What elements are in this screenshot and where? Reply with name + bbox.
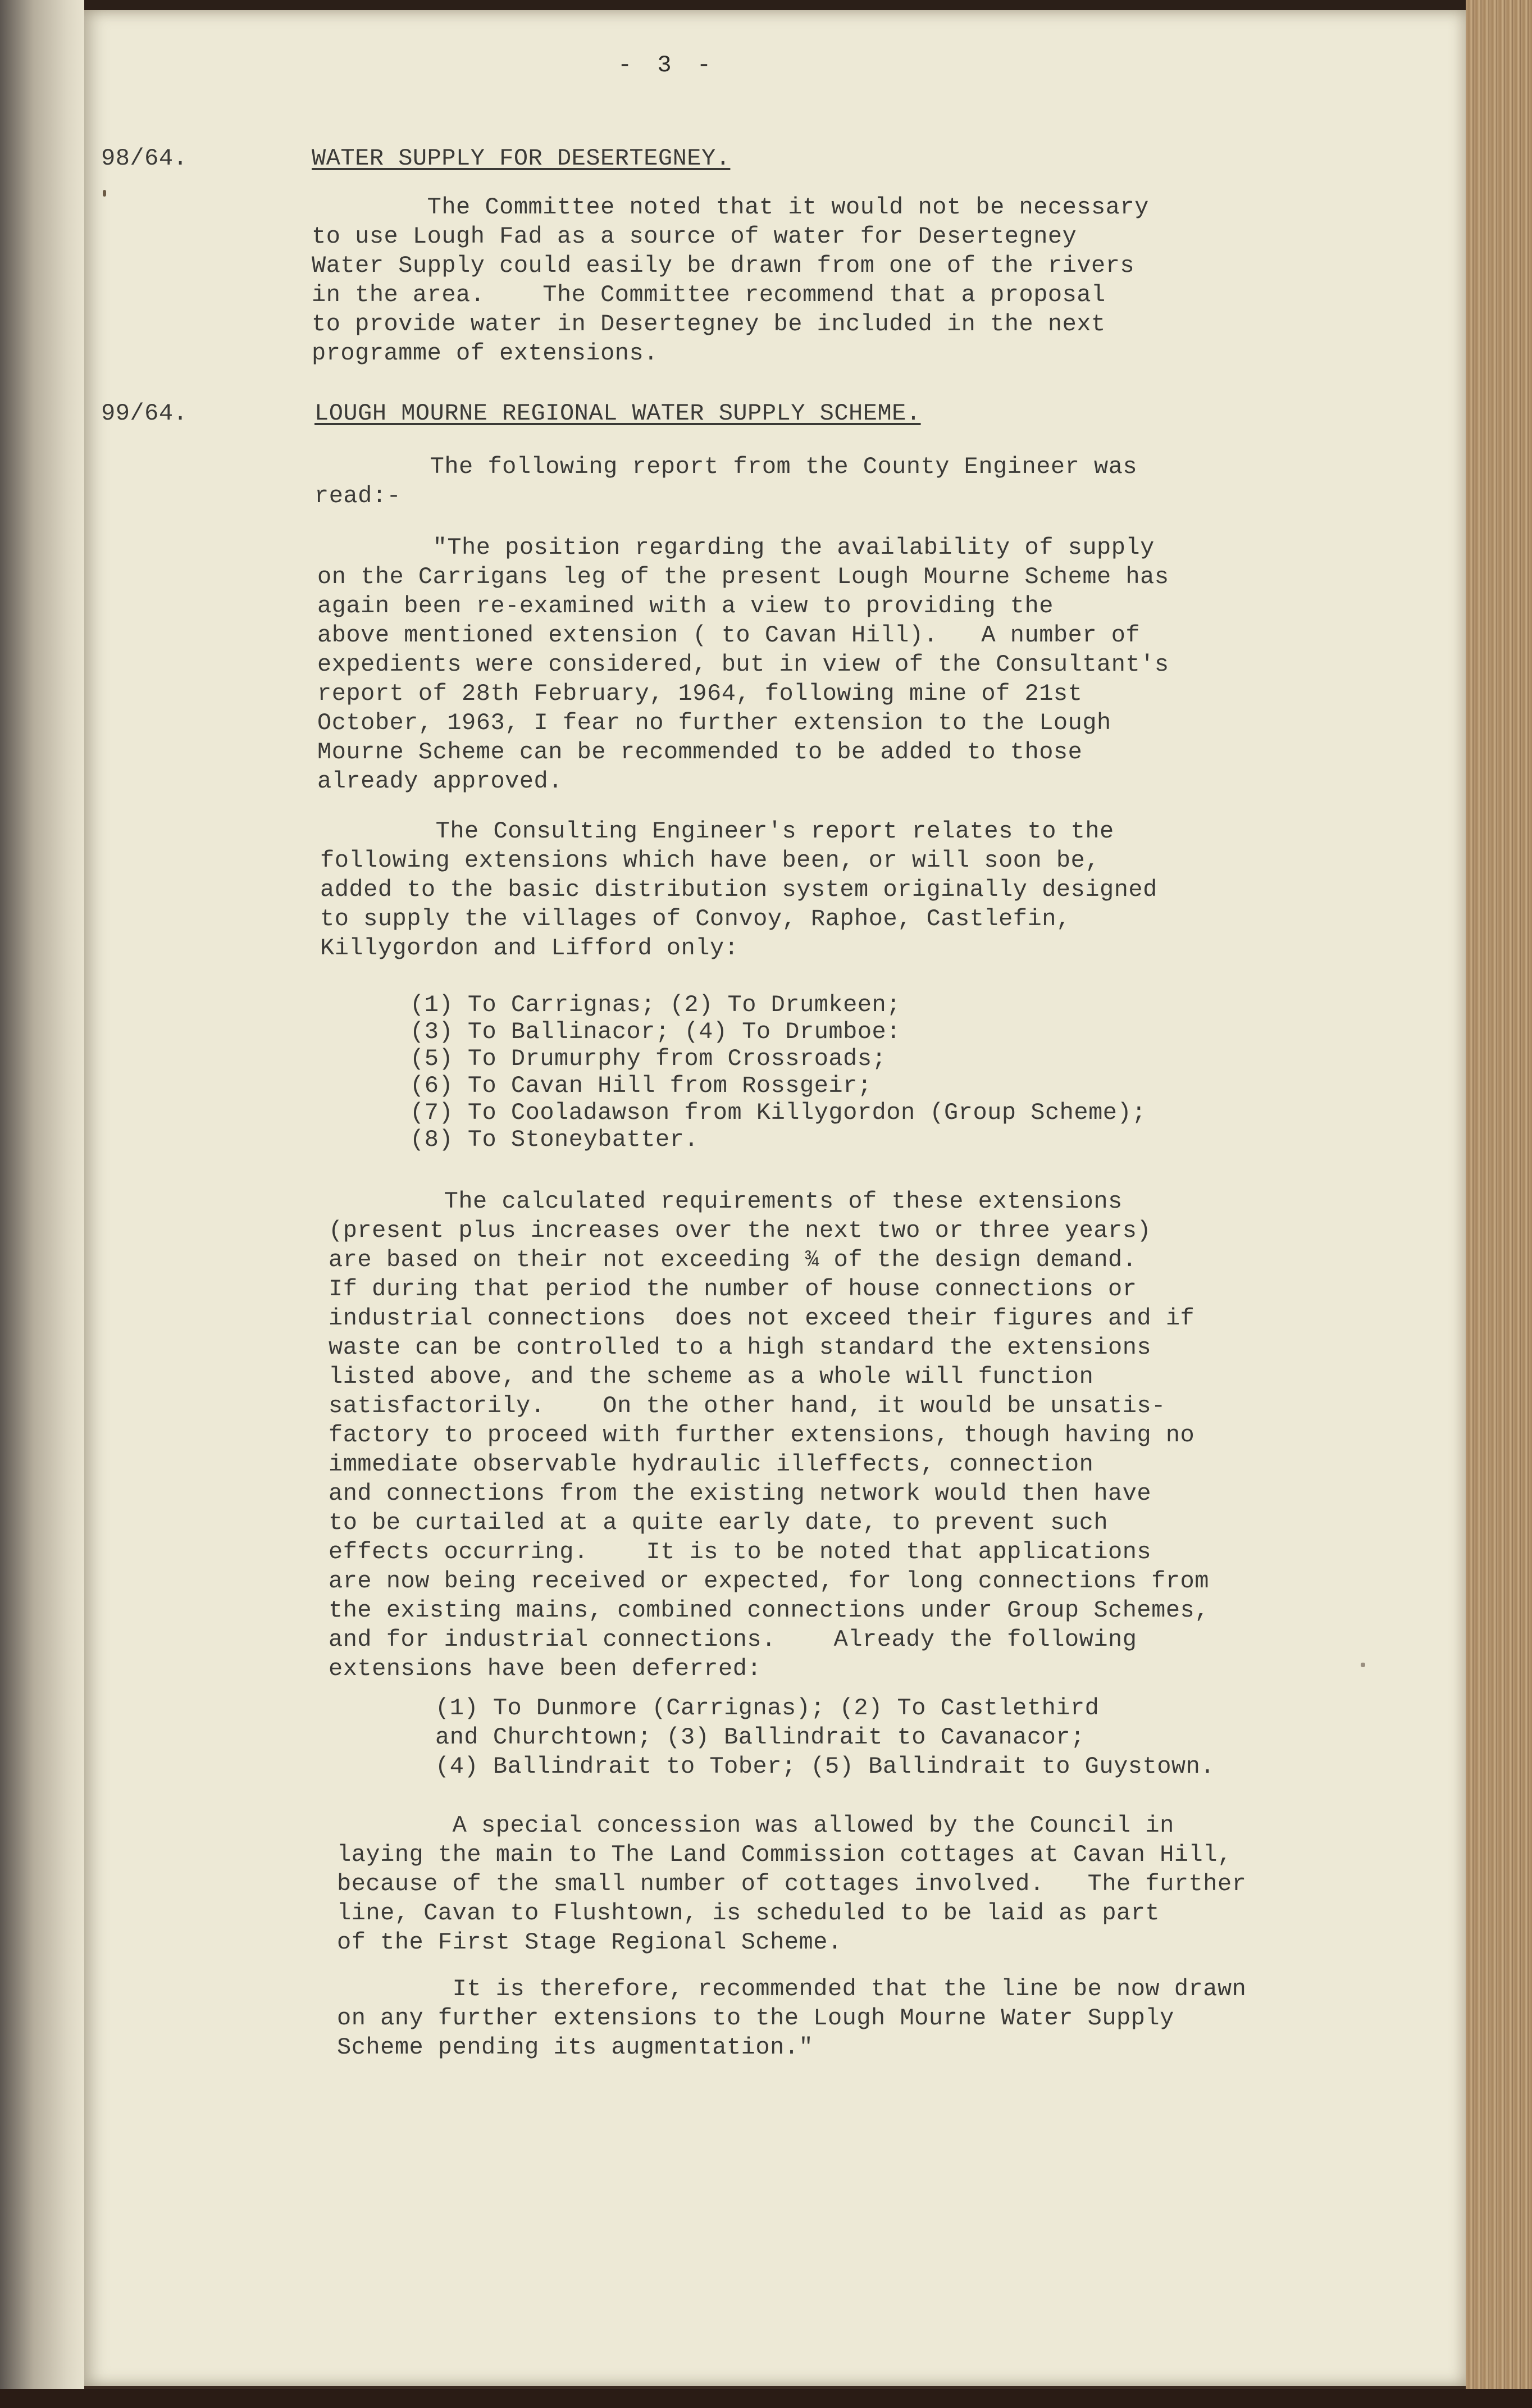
text-line: Water Supply could easily be drawn from one of the rivers	[312, 252, 1135, 279]
section-number-98: 98/64.	[101, 145, 188, 172]
text-line: effects occurring. It is to be noted that applications	[329, 1538, 1152, 1565]
text-line: immediate observable hydraulic illeffects, connection	[329, 1451, 1094, 1478]
section-number-99: 99/64.	[101, 400, 188, 427]
book-gutter	[0, 0, 84, 2408]
text-line: on the Carrigans leg of the present Lough Mourne Scheme has	[317, 563, 1169, 590]
bottom-edge	[0, 2389, 1532, 2408]
text-line: A special concession was allowed by the Council in	[337, 1812, 1174, 1839]
list-item: (5) To Drumurphy from Crossroads;	[410, 1045, 887, 1072]
text-line: on any further extensions to the Lough Mourne Water Supply	[337, 2005, 1174, 2032]
text-line: The Consulting Engineer's report relates to the	[320, 818, 1114, 845]
section-99-intro	[314, 452, 1137, 511]
text-line: extensions have been deferred:	[329, 1655, 762, 1682]
section-title-99: LOUGH MOURNE REGIONAL WATER SUPPLY SCHEME.	[314, 400, 921, 427]
list-item: (3) To Ballinacor; (4) To Drumboe:	[410, 1018, 901, 1045]
ink-mark	[1361, 1663, 1365, 1667]
text-line: and connections from the existing network would then have	[329, 1480, 1152, 1507]
text-line: above mentioned extension ( to Cavan Hill). A number of	[317, 622, 1141, 649]
report-paragraph-2	[320, 817, 1157, 963]
text-line: line, Cavan to Flushtown, is scheduled to be laid as part	[337, 1900, 1160, 1927]
list-item: (1) To Carrignas; (2) To Drumkeen;	[410, 991, 901, 1018]
text-line: waste can be controlled to a high standard the extensions	[329, 1334, 1152, 1361]
text-line: are based on their not exceeding ¾ of the design demand.	[329, 1246, 1137, 1273]
ink-mark	[103, 190, 106, 197]
text-line: following extensions which have been, or will soon be,	[320, 847, 1100, 874]
text-line: The calculated requirements of these extensions	[329, 1188, 1123, 1215]
text-line: again been re-examined with a view to providing the	[317, 593, 1054, 620]
text-line: Killygordon and Lifford only:	[320, 935, 739, 962]
deferred-list	[435, 1694, 1215, 1781]
text-line: are now being received or expected, for long connections from	[329, 1568, 1209, 1595]
text-line: "The position regarding the availability of supply	[317, 534, 1155, 561]
section-title-98: WATER SUPPLY FOR DESERTEGNEY.	[312, 145, 731, 172]
text-line: factory to proceed with further extensions, though having no	[329, 1422, 1195, 1449]
text-line: to be curtailed at a quite early date, to prevent such	[329, 1509, 1109, 1536]
text-line: Scheme pending its augmentation."	[337, 2034, 814, 2061]
text-line: already approved.	[317, 768, 563, 795]
report-paragraph-5	[337, 1974, 1246, 2062]
list-item: (6) To Cavan Hill from Rossgeir;	[410, 1072, 872, 1099]
text-line: The Committee noted that it would not be necessary	[312, 194, 1149, 221]
text-line: October, 1963, I fear no further extension to the Lough	[317, 709, 1111, 736]
text-line: listed above, and the scheme as a whole will function	[329, 1363, 1094, 1390]
text-line: and for industrial connections. Already the following	[329, 1626, 1137, 1653]
text-line: If during that period the number of house connections or	[329, 1276, 1137, 1303]
section-98-paragraph	[312, 194, 1149, 369]
text-line: programme of extensions.	[312, 340, 658, 367]
report-paragraph-3	[329, 1188, 1209, 1685]
text-line: laying the main to The Land Commission cottages at Cavan Hill,	[337, 1841, 1232, 1868]
text-line: Mourne Scheme can be recommended to be added to those	[317, 739, 1083, 766]
text-line: to use Lough Fad as a source of water for Desertegney	[312, 223, 1077, 250]
report-paragraph-4	[337, 1811, 1246, 1958]
text-line: added to the basic distribution system originally designed	[320, 876, 1157, 903]
list-item: (7) To Cooladawson from Killygordon (Group Scheme);	[410, 1099, 1146, 1126]
report-paragraph-1	[317, 534, 1169, 796]
page-edges	[1466, 0, 1532, 2408]
list-item: and Churchtown; (3) Ballindrait to Cavanacor;	[435, 1724, 1085, 1751]
text-line: expedients were considered, but in view of the Consultant's	[317, 651, 1169, 678]
text-line: industrial connections does not exceed their figures and if	[329, 1305, 1195, 1332]
text-line: to supply the villages of Convoy, Raphoe, Castlefin,	[320, 905, 1071, 932]
list-item: (4) Ballindrait to Tober; (5) Ballindrait to Guystown.	[435, 1753, 1215, 1780]
top-edge	[0, 0, 1532, 11]
text-line: because of the small number of cottages involved. The further	[337, 1870, 1247, 1897]
text-line: (present plus increases over the next two or three years)	[329, 1217, 1152, 1244]
text-line: It is therefore, recommended that the line be now drawn	[337, 1975, 1247, 2002]
text-line: in the area. The Committee recommend that a proposal	[312, 281, 1106, 308]
text-line: to provide water in Desertegney be included in the next	[312, 311, 1106, 338]
extensions-list	[410, 991, 1146, 1153]
text-line: The following report from the County Engineer was	[314, 453, 1138, 480]
list-item: (8) To Stoneybatter.	[410, 1126, 699, 1153]
text-line: of the First Stage Regional Scheme.	[337, 1929, 842, 1956]
text-line: read:-	[314, 482, 402, 509]
text-line: the existing mains, combined connections under Group Schemes,	[329, 1597, 1209, 1624]
list-item: (1) To Dunmore (Carrignas); (2) To Castlethird	[435, 1695, 1100, 1722]
text-line: satisfactorily. On the other hand, it would be unsatis-	[329, 1392, 1166, 1419]
text-line: report of 28th February, 1964, following mine of 21st	[317, 680, 1083, 707]
page-number: - 3 -	[618, 52, 717, 79]
